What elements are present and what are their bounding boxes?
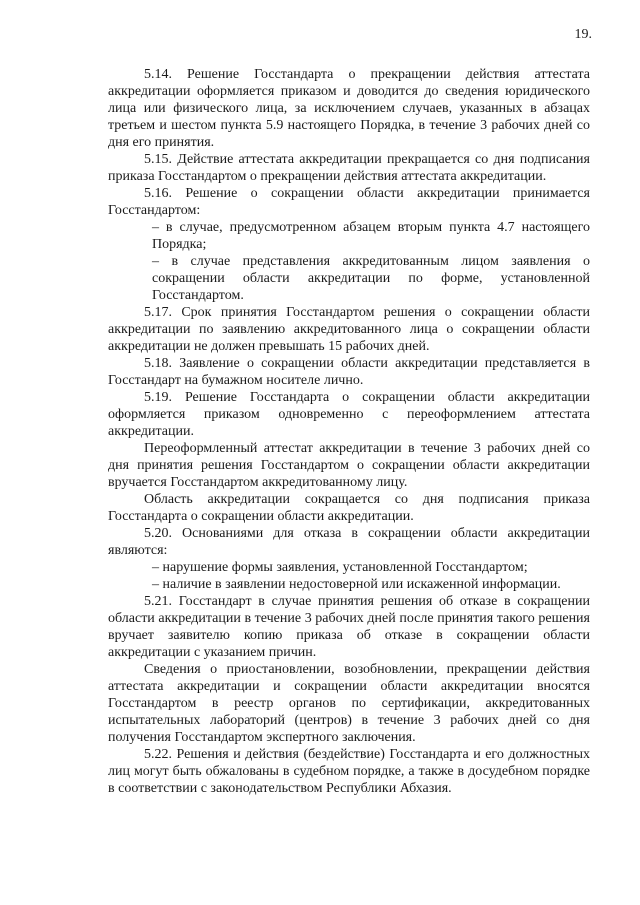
paragraph-5-14: 5.14. Решение Госстандарта о прекращении действия аттестата аккредитации оформляется приказом и доводится до сведения юридического лица или физического лица, за исключением случаев, указанных в абзацах третьем и шестом пункта 5.9 настоящего Порядка, в течение 3 рабочих дней со дня его принятия. [108,67,590,150]
paragraph-reissued-certificate: Переоформленный аттестат аккредитации в течение 3 рабочих дней со дня принятия решения Госстандартом о сокращении области аккредитации вручается Госстандартом аккредитованному лицу. [108,441,590,490]
paragraph-5-21: 5.21. Госстандарт в случае принятия решения об отказе в сокращении области аккредитации в течение 3 рабочих дней после принятия такого решения вручает заявителю копию приказа об отказе в сокращении области аккредитации с указанием причин. [108,594,590,660]
page-number: 19. [574,27,592,42]
paragraph-5-17: 5.17. Срок принятия Госстандартом решения о сокращении области аккредитации по заявлению аккредитованного лица о сокращении области аккредитации не должен превышать 15 рабочих дней. [108,305,590,354]
list-item: – наличие в заявлении недостоверной или искаженной информации. [152,577,561,592]
paragraph-scope-reduction-date: Область аккредитации сокращается со дня подписания приказа Госстандарта о сокращении области аккредитации. [108,492,590,524]
list-item: – в случае, предусмотренном абзацем вторым пункта 4.7 настоящего Порядка; [152,220,590,252]
list-item: – в случае представления аккредитованным лицом заявления о сокращении области аккредитации по форме, установленной Госстандартом. [152,254,590,303]
paragraph-5-22: 5.22. Решения и действия (бездействие) Госстандарта и его должностных лиц могут быть обжалованы в судебном порядке, а также в досудебном порядке в соответствии с законодательством Республики Абхазия. [108,747,590,796]
paragraph-5-15: 5.15. Действие аттестата аккредитации прекращается со дня подписания приказа Госстандартом о прекращении действия аттестата аккредитации. [108,152,590,184]
paragraph-5-20: 5.20. Основаниями для отказа в сокращении области аккредитации являются: [108,526,590,558]
paragraph-5-19: 5.19. Решение Госстандарта о сокращении области аккредитации оформляется приказом одновременно с переоформлением аттестата аккредитации. [108,390,590,439]
paragraph-5-18: 5.18. Заявление о сокращении области аккредитации представляется в Госстандарт на бумажном носителе лично. [108,356,590,388]
paragraph-5-16: 5.16. Решение о сокращении области аккредитации принимается Госстандартом: [108,186,590,218]
paragraph-registry-info: Сведения о приостановлении, возобновлении, прекращении действия аттестата аккредитации и сокращении области аккредитации вносятся Госстандартом в реестр органов по сертификации, аккредитованных испытательных лабораторий (центров) в течение 3 рабочих дней со дня получения Госстандартом экспертного заключения. [108,662,590,745]
list-item: – нарушение формы заявления, установленной Госстандартом; [152,560,528,575]
document-body [108,66,590,797]
